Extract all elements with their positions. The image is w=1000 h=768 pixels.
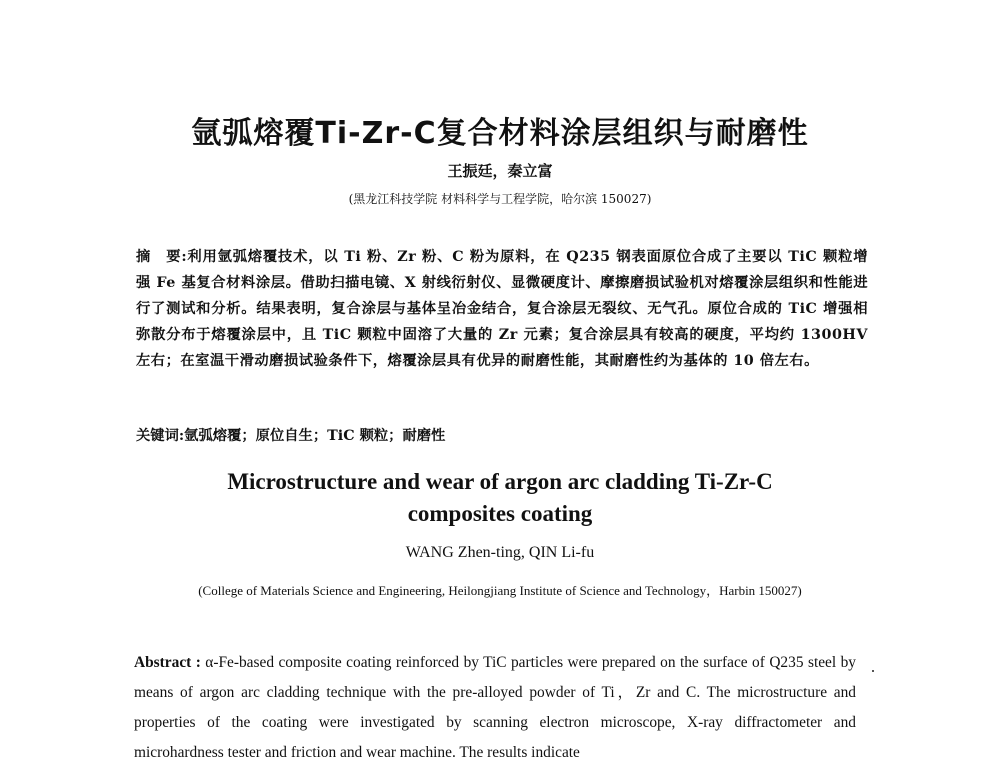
english-abstract-label: Abstract :: [134, 654, 201, 671]
chinese-title: 氩弧熔覆Ti-Zr-C复合材料涂层组织与耐磨性: [191, 116, 809, 151]
english-title: Microstructure and wear of argon arc cladding Ti-Zr-C composites coating: [227, 469, 773, 526]
chinese-affiliation: (黑龙江科技学院 材料科学与工程学院，哈尔滨 150027): [348, 192, 652, 206]
english-affiliation: (College of Materials Science and Engineering, Heilongjiang Institute of Science and Technology，Harbin 150027): [198, 583, 802, 598]
chinese-keywords: 关键词:氩弧熔覆；原位自生；TiC 颗粒；耐磨性: [136, 428, 446, 444]
chinese-keywords-label: 关键词: [136, 428, 179, 444]
chinese-keywords-text: 氩弧熔覆；原位自生；TiC 颗粒；耐磨性: [184, 428, 446, 444]
english-abstract: [134, 648, 856, 768]
chinese-abstract-text: 利用氩弧熔覆技术，以 Ti 粉、Zr 粉、C 粉为原料，在 Q235 钢表面原位合成了主要以 TiC 颗粒增强 Fe 基复合材料涂层。借助扫描电镜、X 射线衍射仪、显微硬度计、摩擦磨损试验机对熔覆涂层组织和性能进行了测试和分析。结果表明，复合涂层与基体呈冶金结合，复合涂层无裂纹、无气孔。原位合成的 TiC 增强相弥散分布于熔覆涂层中，且 TiC 颗粒中固溶了大量的 Zr 元素；复合涂层具有较高的硬度，平均约 1300HV 左右；在室温干滑动磨损试验条件下，熔覆涂层具有优异的耐磨性能，其耐磨性约为基体的 10 倍左右。: [136, 249, 869, 369]
scan-speck: [872, 670, 874, 672]
chinese-authors: 王振廷，秦立富: [447, 162, 553, 180]
english-authors: WANG Zhen-ting, QIN Li-fu: [405, 544, 595, 561]
english-abstract-text: α-Fe-based composite coating reinforced by TiC particles were prepared on the surface of Q235 steel by means of argon arc cladding technique with the pre-alloyed powder of Ti，Zr and C. The microstructure and properties of the coating were investigated by scanning electron microscope, X-ray diffractometer and microhardness tester and friction and wear machine. The results indicate: [134, 654, 856, 761]
chinese-abstract-label: 摘 要: [136, 249, 182, 265]
chinese-abstract: 摘 要:利用氩弧熔覆技术，以 Ti 粉、Zr 粉、C 粉为原料，在 Q235 钢表面原位合成了主要以 TiC 颗粒增强 Fe 基复合材料涂层。借助扫描电镜、X 射线衍射仪、显微硬度计、摩擦磨损试验机对熔覆涂层组织和性能进行了测试和分析。结果表明，复合涂层与基体呈冶金结合，复合涂层无裂纹、无气孔。原位合成的 TiC 增强相弥散分布于熔覆涂层中，且 TiC 颗粒中固溶了大量的 Zr 元素；复合涂层具有较高的硬度，平均约 1300HV 左右；在室温干滑动磨损试验条件下，熔覆涂层具有优异的耐磨性能，其耐磨性约为基体的 10 倍左右。: [136, 249, 869, 369]
